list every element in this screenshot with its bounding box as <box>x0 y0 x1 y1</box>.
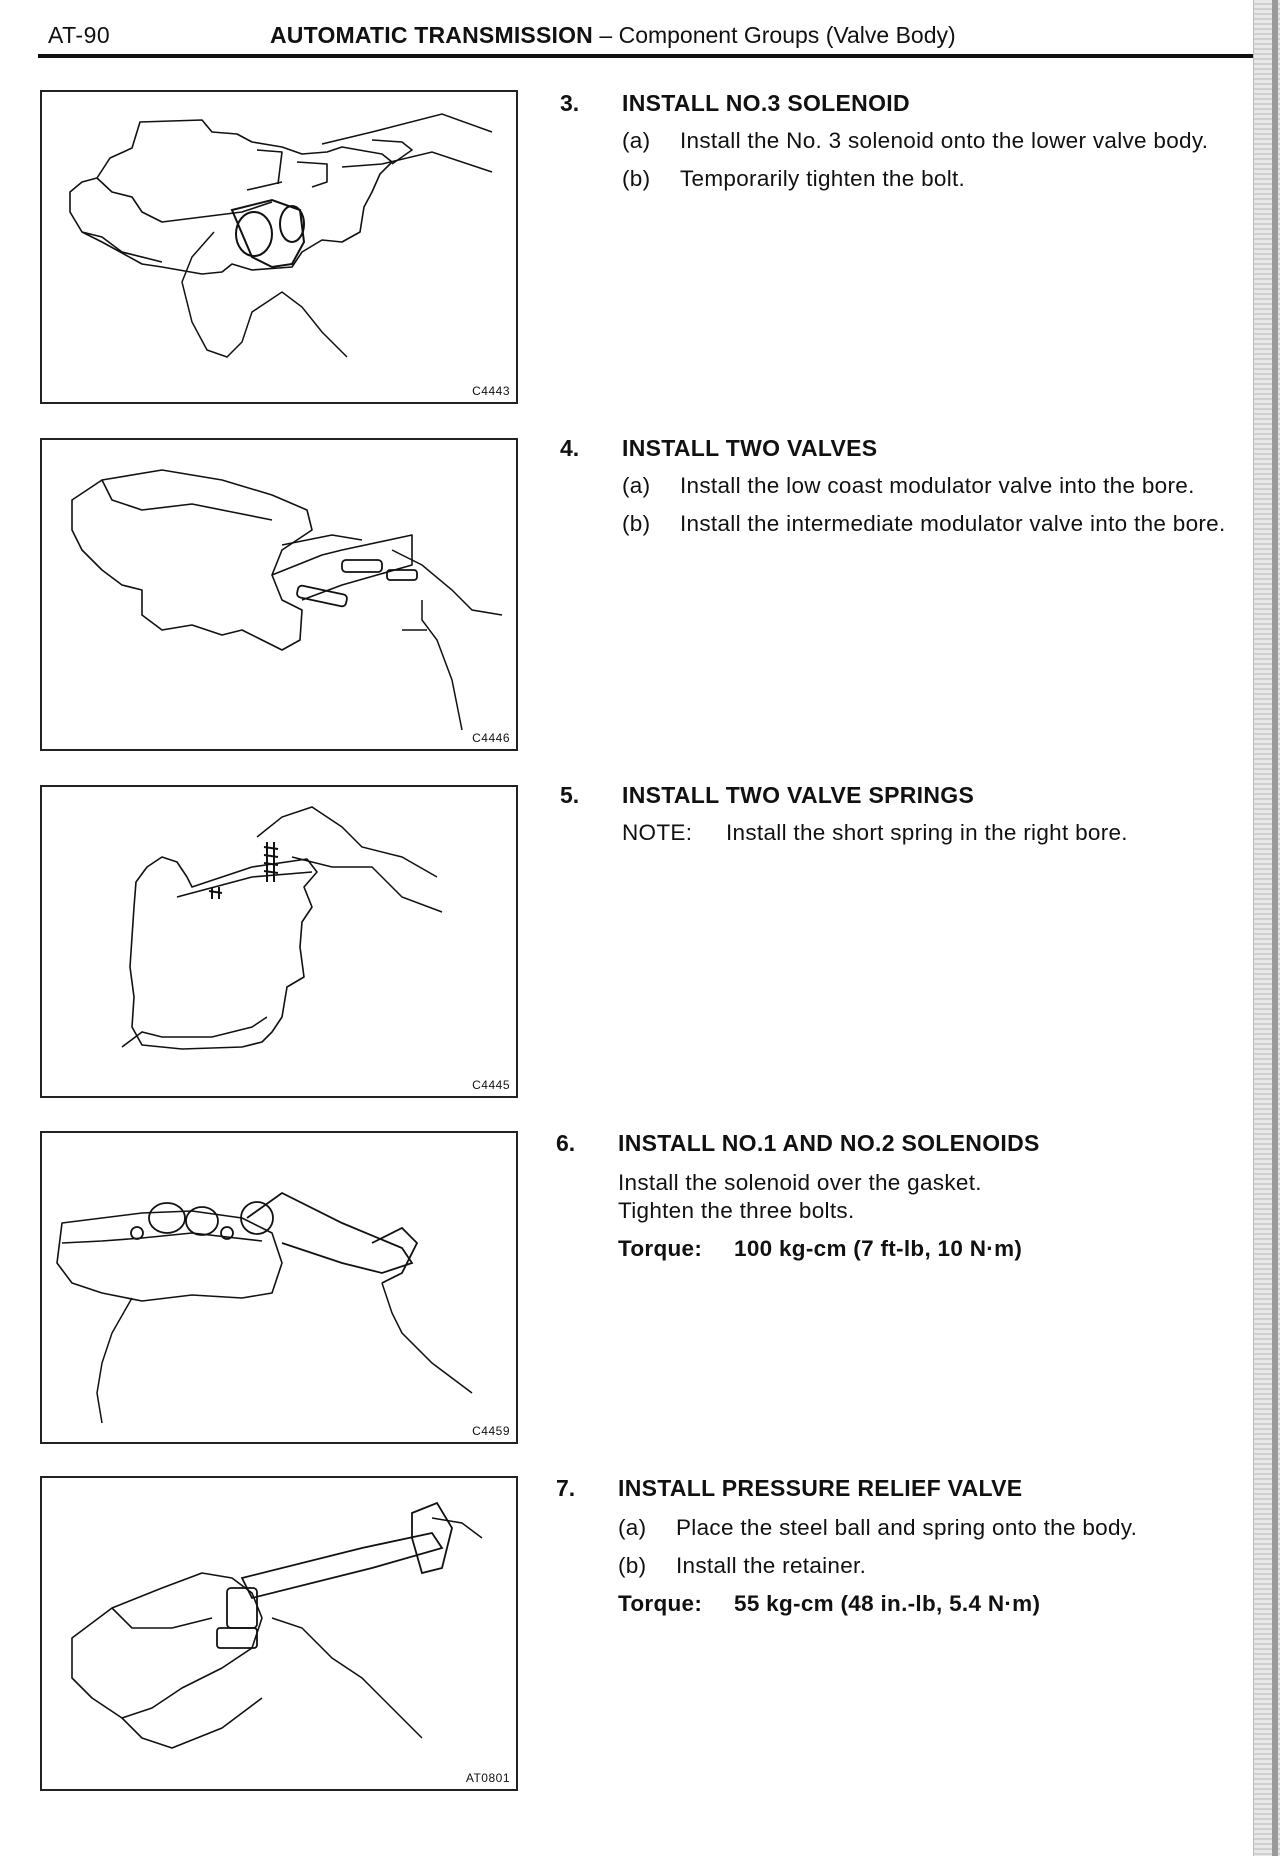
step-item <box>622 166 965 192</box>
item-label: (b) <box>622 166 651 191</box>
figure-install-two-valve-springs <box>40 785 518 1098</box>
section-title: AUTOMATIC TRANSMISSION <box>270 22 593 48</box>
step-7 <box>556 1475 1236 1625</box>
torque-label: Torque: <box>618 1236 703 1261</box>
item-label: (a) <box>622 128 651 153</box>
step-number: 6. <box>556 1130 576 1156</box>
step-title: INSTALL PRESSURE RELIEF VALVE <box>618 1475 1023 1501</box>
step-item <box>618 1553 866 1579</box>
figure-install-no3-solenoid <box>40 90 518 404</box>
step-5 <box>560 782 1240 852</box>
item-label: (b) <box>622 511 651 536</box>
torque-spec <box>618 1236 1022 1262</box>
note-text: Install the short spring in the right bore. <box>726 820 1128 845</box>
step-number: 4. <box>560 435 580 461</box>
step-text: Install the solenoid over the gasket. <box>618 1170 982 1195</box>
figure-code: C4459 <box>472 1424 510 1438</box>
item-label: (a) <box>618 1515 647 1540</box>
title-separator: – <box>593 22 619 48</box>
figure-code: AT0801 <box>465 1771 510 1785</box>
step-4 <box>560 435 1240 545</box>
step-number: 7. <box>556 1475 576 1501</box>
step-title: INSTALL TWO VALVE SPRINGS <box>622 782 975 808</box>
item-label: (a) <box>622 473 651 498</box>
item-label: (b) <box>618 1553 647 1578</box>
step-number: 3. <box>560 90 580 116</box>
section-subtitle: Component Groups (Valve Body) <box>618 22 956 48</box>
page-header <box>48 20 1258 56</box>
valve-springs-illustration-icon <box>42 787 516 1096</box>
torque-spec <box>618 1591 1040 1617</box>
step-3 <box>560 90 1240 200</box>
note-label: NOTE: <box>622 820 693 845</box>
item-text: Install the intermediate modulator valve into the bore. <box>680 511 1226 536</box>
step-number: 5. <box>560 782 580 808</box>
figure-code: C4446 <box>472 731 510 745</box>
valve-body-valves-illustration-icon <box>42 440 516 749</box>
step-item <box>622 473 1195 499</box>
page-number: AT-90 <box>48 22 111 48</box>
step-title: INSTALL NO.3 SOLENOID <box>622 90 910 116</box>
item-text: Install the low coast modulator valve into the bore. <box>680 473 1195 498</box>
figure-install-pressure-relief-valve <box>40 1476 518 1791</box>
torque-wrench-solenoids-illustration-icon <box>42 1133 516 1442</box>
torque-value: 100 kg-cm (7 ft-lb, 10 N·m) <box>734 1236 1023 1261</box>
figure-install-solenoids <box>40 1131 518 1444</box>
page-title <box>270 22 956 49</box>
step-item <box>622 511 1226 537</box>
item-text: Install the retainer. <box>676 1553 867 1578</box>
item-text: Install the No. 3 solenoid onto the lower valve body. <box>680 128 1209 153</box>
item-text: Temporarily tighten the bolt. <box>680 166 966 191</box>
header-rule <box>38 54 1270 58</box>
item-text: Place the steel ball and spring onto the body. <box>676 1515 1138 1540</box>
step-note <box>622 820 1128 846</box>
step-item <box>622 128 1208 154</box>
figure-code: C4445 <box>472 1078 510 1092</box>
figure-code: C4443 <box>472 384 510 398</box>
page-binding-edge <box>1253 0 1280 1856</box>
step-item <box>618 1515 1137 1541</box>
step-title: INSTALL NO.1 AND NO.2 SOLENOIDS <box>618 1130 1040 1156</box>
torque-value: 55 kg-cm (48 in.-lb, 5.4 N·m) <box>734 1591 1041 1616</box>
torque-label: Torque: <box>618 1591 703 1616</box>
step-title: INSTALL TWO VALVES <box>622 435 878 461</box>
step-6 <box>556 1130 1236 1270</box>
valve-body-illustration-icon <box>42 92 516 402</box>
figure-install-two-valves <box>40 438 518 751</box>
torque-wrench-relief-valve-illustration-icon <box>42 1478 516 1789</box>
step-text: Tighten the three bolts. <box>618 1198 855 1223</box>
